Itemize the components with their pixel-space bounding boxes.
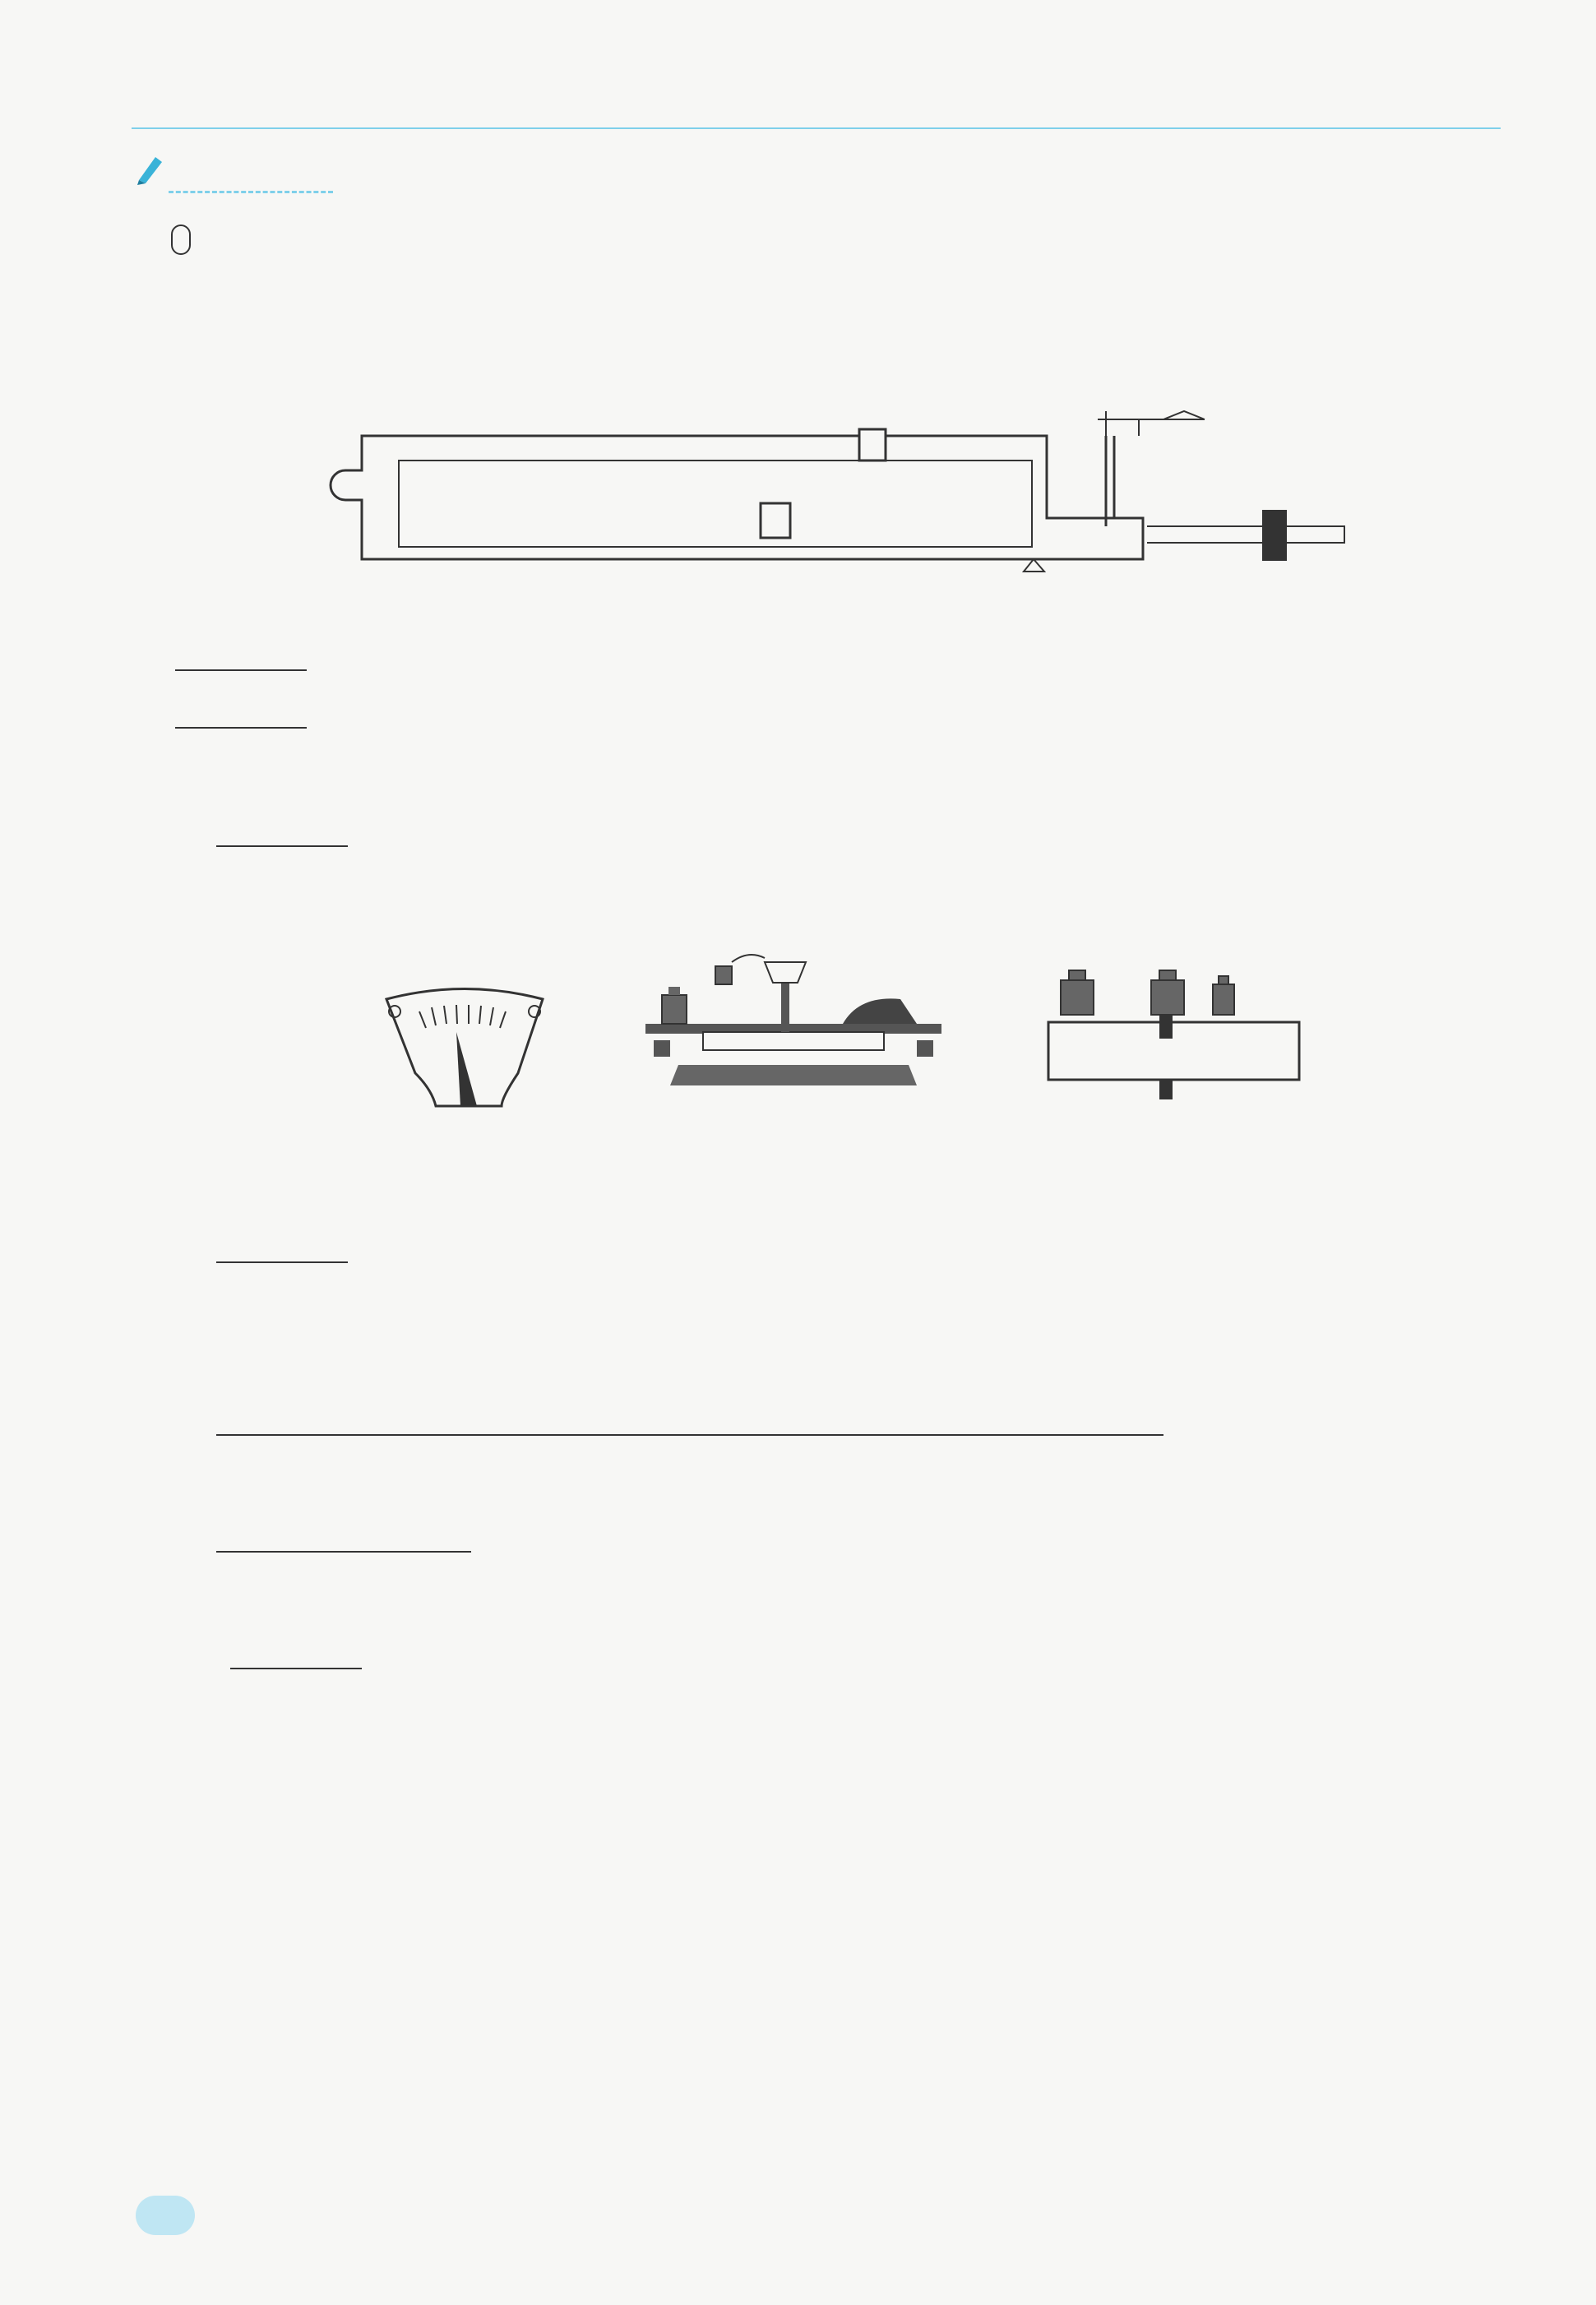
q9-p4-answer-blank (230, 1668, 362, 1669)
double-beam-scale-figure (325, 403, 1353, 617)
header-divider (132, 127, 1501, 129)
q9-part-3-line-2 (216, 1513, 471, 1553)
q8-stem-line-1 (171, 219, 191, 260)
q9-part-4-line-2 (230, 1630, 362, 1669)
q9-p1-answer-blank (216, 1261, 348, 1263)
platform-support (1098, 411, 1205, 436)
q8-part-1 (175, 632, 307, 671)
q8-p1-answer-blank (175, 669, 307, 671)
new-trend-tag (171, 224, 191, 255)
q8-part-2 (175, 689, 307, 729)
scale-frame-outline (331, 436, 1143, 559)
scale-inner-frame (399, 461, 1032, 547)
balance-nut (1262, 510, 1287, 561)
figure-bing-weights-ruler (1044, 933, 1307, 1106)
q9-part-1-line-2 (216, 1224, 348, 1263)
pencil-icon (136, 152, 165, 188)
q8-p2-answer-blank (175, 727, 307, 729)
fulcrum-mark (1024, 559, 1044, 572)
figure-jia-dial (378, 983, 551, 1114)
slider-weight-b (859, 429, 886, 461)
q9-part-2-line-2 (216, 1396, 1163, 1436)
scale-right-rod (1147, 526, 1344, 543)
q8-p3-answer-blank (216, 845, 348, 847)
slider-weight-a (761, 503, 790, 538)
figure-yi-balance (637, 946, 950, 1110)
q8-part-3-line-2 (216, 808, 348, 847)
q9-p2-answer-blank-2 (703, 1434, 1163, 1436)
page-number (136, 2196, 195, 2235)
q9-p3-answer-blank (216, 1551, 471, 1553)
section-underline (169, 191, 333, 193)
q9-p2-answer-blank-1 (216, 1434, 703, 1436)
platform-top (1163, 411, 1205, 419)
